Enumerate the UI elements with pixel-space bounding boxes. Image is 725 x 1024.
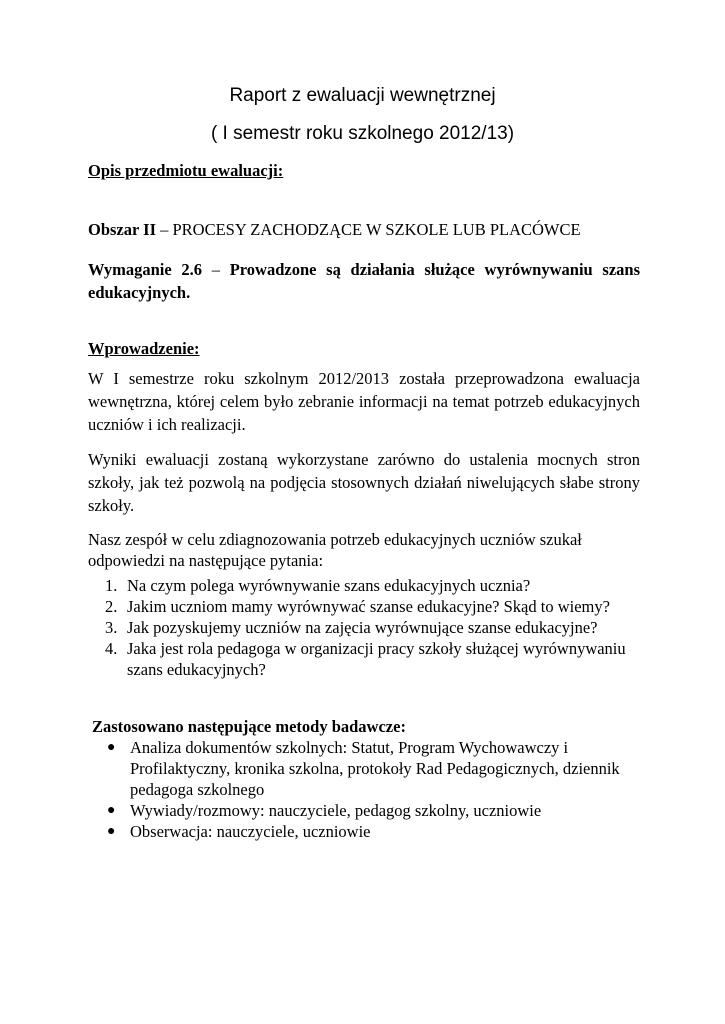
obszar-label: Obszar II: [88, 220, 156, 239]
wymaganie-line: [88, 258, 640, 304]
report-title: Raport z ewaluacji wewnętrznej: [229, 85, 496, 106]
intro-paragraph-3: Nasz zespół w celu zdiagnozowania potrzeb edukacyjnych uczniów szukał odpowiedzi na następujące pytania:: [88, 530, 582, 570]
list-item: ● Wywiady/rozmowy: nauczyciele, pedagog szkolny, uczniowie: [107, 801, 542, 820]
opis-heading: Opis przedmiotu ewaluacji:: [88, 161, 284, 180]
list-item: 4. Jaka jest rola pedagoga w organizacji pracy szkoły służącej wyrównywaniu szans edukacyjnych?: [105, 639, 626, 679]
list-item: 2. Jakim uczniom mamy wyrównywać szanse edukacyjne? Skąd to wiemy?: [105, 597, 610, 616]
bullet-icon: ●: [107, 803, 116, 818]
report-subtitle: ( I semestr roku szkolnego 2012/13): [210, 123, 515, 144]
intro-heading: Wprowadzenie:: [88, 339, 200, 358]
questions-list: [88, 575, 658, 680]
intro-paragraph-2: Wyniki ewaluacji zostaną wykorzystane zarówno do ustalenia mocnych stron szkoły, jak też pozwolą na podjęcia stosownych działań niwelujących słabe strony szkoły.: [88, 450, 640, 515]
intro-paragraph-1: W I semestrze roku szkolnym 2012/2013 została przeprowadzona ewaluacja wewnętrzna, której celem było zebranie informacji na temat potrzeb edukacyjnych uczniów i ich realizacji.: [88, 369, 640, 434]
list-item: ● Obserwacja: nauczyciele, uczniowie: [107, 822, 371, 841]
obszar-text: – PROCESY ZACHODZĄCE W SZKOLE LUB PLACÓWCE: [156, 220, 581, 239]
wymaganie-text: Prowadzone są działania służące wyrównywaniu szans edukacyjnych.: [88, 260, 640, 302]
obszar-line: [88, 219, 640, 241]
list-item: 1. Na czym polega wyrównywanie szans edukacyjnych ucznia?: [105, 576, 531, 595]
wymaganie-sep: –: [202, 260, 230, 279]
bullet-icon: ●: [107, 740, 116, 755]
methods-heading: Zastosowano następujące metody badawcze:: [92, 717, 406, 736]
bullet-icon: ●: [107, 824, 116, 839]
wymaganie-label: Wymaganie 2.6: [88, 260, 203, 279]
list-item: ● Analiza dokumentów szkolnych: Statut, Program Wychowawczy i Profilaktyczny, kronika szkolna, protokoły Rad Pedagogicznych, dziennik pedagoga szkolnego: [107, 738, 620, 799]
methods-list: [88, 737, 653, 842]
list-item: 3. Jak pozyskujemy uczniów na zajęcia wyrównujące szanse edukacyjne?: [105, 618, 598, 637]
